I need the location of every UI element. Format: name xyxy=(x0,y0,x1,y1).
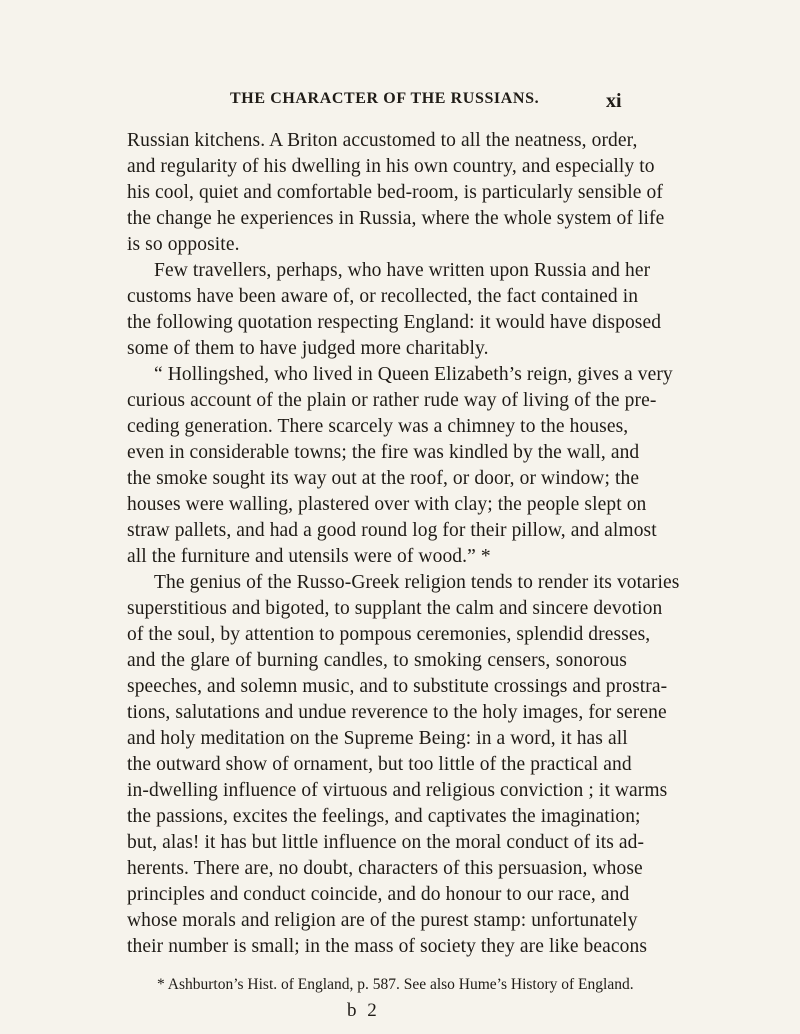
body-line: Few travellers, perhaps, who have written upon Russia and her xyxy=(154,260,651,281)
body-line: the change he experiences in Russia, where the whole system of life xyxy=(127,208,665,229)
body-line: curious account of the plain or rather rude way of living of the pre- xyxy=(127,390,657,411)
body-line: in-dwelling influence of virtuous and religious conviction ; it warms xyxy=(127,780,668,801)
body-line: the smoke sought its way out at the roof, or door, or window; the xyxy=(127,468,640,489)
body-line: principles and conduct coincide, and do honour to our race, and xyxy=(127,884,630,905)
body-line: herents. There are, no doubt, characters of this persuasion, whose xyxy=(127,858,643,879)
body-line: of the soul, by attention to pompous ceremonies, splendid dresses, xyxy=(127,624,651,645)
body-line: the following quotation respecting England: it would have disposed xyxy=(127,312,662,333)
body-line: and the glare of burning candles, to smoking censers, sonorous xyxy=(127,650,627,671)
body-line: is so opposite. xyxy=(127,234,240,255)
body-line: the passions, excites the feelings, and captivates the imagination; xyxy=(127,806,641,827)
body-line: all the furniture and utensils were of wood.” * xyxy=(127,546,491,567)
page-number: xi xyxy=(606,90,622,112)
body-line: and regularity of his dwelling in his own country, and especially to xyxy=(127,156,655,177)
body-line: tions, salutations and undue reverence to the holy images, for serene xyxy=(127,702,667,723)
body-line: Russian kitchens. A Briton accustomed to all the neatness, order, xyxy=(127,130,638,151)
body-line: superstitious and bigoted, to supplant the calm and sincere devotion xyxy=(127,598,663,619)
body-line: their number is small; in the mass of society they are like beacons xyxy=(127,936,648,957)
body-line: houses were walling, plastered over with clay; the people slept on xyxy=(127,494,647,515)
body-line: speeches, and solemn music, and to substitute crossings and prostra- xyxy=(127,676,668,697)
body-line: but, alas! it has but little influence on the moral conduct of its ad- xyxy=(127,832,645,853)
body-line: some of them to have judged more charitably. xyxy=(127,338,489,359)
body-line: and holy meditation on the Supreme Being: in a word, it has all xyxy=(127,728,628,749)
body-line: “ Hollingshed, who lived in Queen Elizabeth’s reign, gives a very xyxy=(154,364,673,385)
body-line: customs have been aware of, or recollected, the fact contained in xyxy=(127,286,639,307)
body-line: even in considerable towns; the fire was kindled by the wall, and xyxy=(127,442,640,463)
running-head: THE CHARACTER OF THE RUSSIANS. xyxy=(230,90,540,107)
body-line: the outward show of ornament, but too little of the practical and xyxy=(127,754,632,775)
body-line: his cool, quiet and comfortable bed-room, is particularly sensible of xyxy=(127,182,663,203)
signature-mark: b 2 xyxy=(347,1000,380,1021)
footnote: * Ashburton’s Hist. of England, p. 587. See also Hume’s History of England. xyxy=(157,976,634,993)
body-line: The genius of the Russo-Greek religion tends to render its votaries xyxy=(154,572,680,593)
body-line: straw pallets, and had a good round log for their pillow, and almost xyxy=(127,520,657,541)
body-line: whose morals and religion are of the purest stamp: unfortunately xyxy=(127,910,638,931)
body-line: ceding generation. There scarcely was a chimney to the houses, xyxy=(127,416,629,437)
